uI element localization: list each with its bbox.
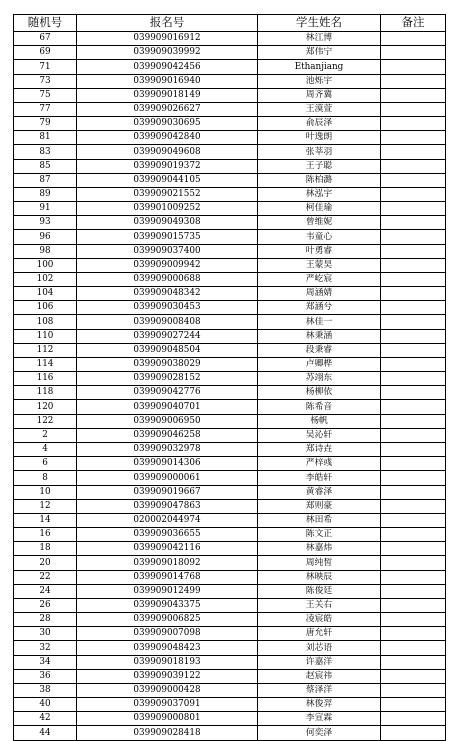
cell-remarks — [381, 499, 446, 513]
cell-remarks — [381, 528, 446, 542]
cell-remarks — [381, 329, 446, 343]
cell-student-name: 陈文正 — [258, 528, 381, 542]
table-row — [14, 528, 446, 542]
cell-remarks — [381, 598, 446, 612]
cell-random-number: 38 — [14, 683, 77, 697]
cell-student-name: 周纯皙 — [258, 556, 381, 570]
cell-remarks — [381, 400, 446, 414]
cell-remarks — [381, 131, 446, 145]
cell-registration-number: 039909039992 — [77, 46, 258, 60]
cell-remarks — [381, 117, 446, 131]
cell-remarks — [381, 32, 446, 46]
cell-registration-number: 039909040701 — [77, 400, 258, 414]
cell-random-number: 116 — [14, 372, 77, 386]
cell-student-name: 张莘羽 — [258, 145, 381, 159]
cell-random-number: 36 — [14, 669, 77, 683]
cell-student-name: 柯佳瑜 — [258, 202, 381, 216]
table-row — [14, 485, 446, 499]
cell-registration-number: 039909037400 — [77, 244, 258, 258]
cell-random-number: 28 — [14, 613, 77, 627]
cell-random-number: 102 — [14, 272, 77, 286]
table-row — [14, 598, 446, 612]
cell-remarks — [381, 712, 446, 726]
cell-registration-number: 039909000428 — [77, 683, 258, 697]
cell-remarks — [381, 46, 446, 60]
cell-remarks — [381, 655, 446, 669]
cell-student-name: 杨帆 — [258, 414, 381, 428]
cell-student-name: 蔡泽洋 — [258, 683, 381, 697]
cell-random-number: 2 — [14, 428, 77, 442]
cell-registration-number: 039909028152 — [77, 372, 258, 386]
cell-random-number: 6 — [14, 457, 77, 471]
cell-student-name: 池烁宇 — [258, 74, 381, 88]
cell-registration-number: 039909018149 — [77, 88, 258, 102]
cell-remarks — [381, 641, 446, 655]
table-row — [14, 244, 446, 258]
cell-remarks — [381, 187, 446, 201]
table-row — [14, 315, 446, 329]
cell-random-number: 32 — [14, 641, 77, 655]
cell-student-name: 郑涵兮 — [258, 301, 381, 315]
cell-registration-number: 039909006825 — [77, 613, 258, 627]
table-row — [14, 698, 446, 712]
cell-student-name: 段秉睿 — [258, 343, 381, 357]
cell-remarks — [381, 230, 446, 244]
header-registration-number: 报名号 — [77, 15, 258, 32]
cell-registration-number: 039909016940 — [77, 74, 258, 88]
table-row — [14, 499, 446, 513]
cell-random-number: 22 — [14, 570, 77, 584]
cell-student-name: 郑则豪 — [258, 499, 381, 513]
cell-student-name: 王关右 — [258, 598, 381, 612]
cell-remarks — [381, 357, 446, 371]
cell-registration-number: 039909042840 — [77, 131, 258, 145]
cell-remarks — [381, 287, 446, 301]
cell-registration-number: 039909043375 — [77, 598, 258, 612]
cell-registration-number: 039909008408 — [77, 315, 258, 329]
table-row — [14, 570, 446, 584]
cell-registration-number: 039909039122 — [77, 669, 258, 683]
cell-remarks — [381, 613, 446, 627]
cell-registration-number: 039909009942 — [77, 258, 258, 272]
cell-remarks — [381, 542, 446, 556]
cell-student-name: 曾维妮 — [258, 216, 381, 230]
cell-random-number: 98 — [14, 244, 77, 258]
cell-remarks — [381, 428, 446, 442]
cell-student-name: 叶勇睿 — [258, 244, 381, 258]
table-row — [14, 301, 446, 315]
table-row — [14, 712, 446, 726]
cell-registration-number: 039909042776 — [77, 386, 258, 400]
cell-remarks — [381, 556, 446, 570]
table-row — [14, 117, 446, 131]
table-row — [14, 32, 446, 46]
table-row — [14, 202, 446, 216]
cell-student-name: 严屹宸 — [258, 272, 381, 286]
table-row — [14, 471, 446, 485]
cell-random-number: 79 — [14, 117, 77, 131]
cell-random-number: 89 — [14, 187, 77, 201]
cell-random-number: 34 — [14, 655, 77, 669]
table-row — [14, 46, 446, 60]
cell-registration-number: 020002044974 — [77, 513, 258, 527]
cell-remarks — [381, 272, 446, 286]
cell-registration-number: 039909016912 — [77, 32, 258, 46]
cell-random-number: 106 — [14, 301, 77, 315]
header-random-number: 随机号 — [14, 15, 77, 32]
cell-registration-number: 039909019372 — [77, 159, 258, 173]
table-row — [14, 145, 446, 159]
cell-student-name: 苏翊东 — [258, 372, 381, 386]
cell-registration-number: 039909048504 — [77, 343, 258, 357]
cell-registration-number: 039909037091 — [77, 698, 258, 712]
cell-registration-number: 039909014768 — [77, 570, 258, 584]
cell-registration-number: 039909030695 — [77, 117, 258, 131]
table-row — [14, 726, 446, 740]
cell-random-number: 10 — [14, 485, 77, 499]
table-row — [14, 655, 446, 669]
cell-remarks — [381, 627, 446, 641]
cell-remarks — [381, 258, 446, 272]
cell-student-name: 王蒙昊 — [258, 258, 381, 272]
cell-student-name: 杨柳依 — [258, 386, 381, 400]
cell-random-number: 83 — [14, 145, 77, 159]
cell-student-name: 周涵婧 — [258, 287, 381, 301]
cell-registration-number: 039909019667 — [77, 485, 258, 499]
table-row — [14, 329, 446, 343]
cell-random-number: 93 — [14, 216, 77, 230]
cell-remarks — [381, 485, 446, 499]
table-row — [14, 102, 446, 116]
cell-remarks — [381, 683, 446, 697]
cell-registration-number: 039909000801 — [77, 712, 258, 726]
cell-student-name: 赵宸祎 — [258, 669, 381, 683]
cell-random-number: 114 — [14, 357, 77, 371]
table-row — [14, 584, 446, 598]
cell-random-number: 69 — [14, 46, 77, 60]
table-row — [14, 641, 446, 655]
cell-remarks — [381, 315, 446, 329]
cell-student-name: 陈俊廷 — [258, 584, 381, 598]
cell-remarks — [381, 513, 446, 527]
cell-student-name: 俞辰泽 — [258, 117, 381, 131]
cell-registration-number: 039909048342 — [77, 287, 258, 301]
cell-remarks — [381, 726, 446, 740]
cell-student-name: 李宣霖 — [258, 712, 381, 726]
cell-remarks — [381, 343, 446, 357]
cell-registration-number: 039901009252 — [77, 202, 258, 216]
cell-student-name: 黄睿泽 — [258, 485, 381, 499]
cell-student-name: 林嘉炜 — [258, 542, 381, 556]
cell-student-name: 林映辰 — [258, 570, 381, 584]
cell-student-name: 唐允轩 — [258, 627, 381, 641]
table-row — [14, 542, 446, 556]
cell-remarks — [381, 145, 446, 159]
cell-remarks — [381, 216, 446, 230]
cell-random-number: 77 — [14, 102, 77, 116]
table-row — [14, 131, 446, 145]
table-row — [14, 74, 446, 88]
cell-registration-number: 039909044105 — [77, 173, 258, 187]
cell-remarks — [381, 457, 446, 471]
cell-student-name: 严梓彧 — [258, 457, 381, 471]
table-row — [14, 173, 446, 187]
cell-random-number: 100 — [14, 258, 77, 272]
cell-registration-number: 039909036655 — [77, 528, 258, 542]
cell-student-name: 林江博 — [258, 32, 381, 46]
cell-registration-number: 039909026627 — [77, 102, 258, 116]
cell-random-number: 112 — [14, 343, 77, 357]
cell-random-number: 40 — [14, 698, 77, 712]
cell-registration-number: 039909000688 — [77, 272, 258, 286]
table-row — [14, 556, 446, 570]
table-row — [14, 60, 446, 74]
table-row — [14, 400, 446, 414]
cell-random-number: 96 — [14, 230, 77, 244]
cell-remarks — [381, 584, 446, 598]
cell-remarks — [381, 414, 446, 428]
cell-student-name: 林秉涵 — [258, 329, 381, 343]
table-row — [14, 159, 446, 173]
cell-registration-number: 039909015735 — [77, 230, 258, 244]
roster-body — [14, 32, 446, 741]
cell-student-name: 许嘉洋 — [258, 655, 381, 669]
cell-student-name: 郑伟宁 — [258, 46, 381, 60]
cell-student-name: 陈柏潞 — [258, 173, 381, 187]
cell-student-name: 林佳一 — [258, 315, 381, 329]
cell-random-number: 108 — [14, 315, 77, 329]
cell-remarks — [381, 386, 446, 400]
cell-random-number: 14 — [14, 513, 77, 527]
cell-remarks — [381, 102, 446, 116]
cell-student-name: 王子聪 — [258, 159, 381, 173]
cell-registration-number: 039909018092 — [77, 556, 258, 570]
table-row — [14, 88, 446, 102]
table-row — [14, 442, 446, 456]
cell-registration-number: 039909042116 — [77, 542, 258, 556]
cell-random-number: 42 — [14, 712, 77, 726]
cell-remarks — [381, 372, 446, 386]
cell-registration-number: 039909014306 — [77, 457, 258, 471]
cell-random-number: 44 — [14, 726, 77, 740]
student-roster-table — [13, 14, 446, 741]
cell-random-number: 71 — [14, 60, 77, 74]
cell-random-number: 81 — [14, 131, 77, 145]
header-row — [14, 15, 446, 32]
table-row — [14, 343, 446, 357]
cell-remarks — [381, 471, 446, 485]
cell-random-number: 20 — [14, 556, 77, 570]
cell-student-name: 韦童心 — [258, 230, 381, 244]
cell-registration-number: 039909028418 — [77, 726, 258, 740]
table-row — [14, 258, 446, 272]
cell-remarks — [381, 159, 446, 173]
cell-student-name: 林田希 — [258, 513, 381, 527]
cell-remarks — [381, 698, 446, 712]
cell-remarks — [381, 173, 446, 187]
table-row — [14, 414, 446, 428]
cell-student-name: 陈希音 — [258, 400, 381, 414]
cell-registration-number: 039909027244 — [77, 329, 258, 343]
table-row — [14, 457, 446, 471]
header-student-name: 学生姓名 — [258, 15, 381, 32]
cell-registration-number: 039909030453 — [77, 301, 258, 315]
cell-registration-number: 039909018193 — [77, 655, 258, 669]
cell-student-name: 吴沁轩 — [258, 428, 381, 442]
table-row — [14, 683, 446, 697]
cell-random-number: 12 — [14, 499, 77, 513]
cell-random-number: 16 — [14, 528, 77, 542]
cell-random-number: 91 — [14, 202, 77, 216]
cell-random-number: 8 — [14, 471, 77, 485]
cell-registration-number: 039909000061 — [77, 471, 258, 485]
cell-remarks — [381, 669, 446, 683]
table-row — [14, 357, 446, 371]
cell-registration-number: 039909021552 — [77, 187, 258, 201]
table-row — [14, 216, 446, 230]
cell-student-name: 王漠萱 — [258, 102, 381, 116]
cell-registration-number: 039909012499 — [77, 584, 258, 598]
cell-random-number: 75 — [14, 88, 77, 102]
cell-student-name: 李皓轩 — [258, 471, 381, 485]
cell-registration-number: 039909006950 — [77, 414, 258, 428]
cell-student-name: 郑诗垚 — [258, 442, 381, 456]
cell-registration-number: 039909049308 — [77, 216, 258, 230]
cell-student-name: 卢卿桦 — [258, 357, 381, 371]
cell-remarks — [381, 74, 446, 88]
table-row — [14, 372, 446, 386]
table-row — [14, 613, 446, 627]
cell-random-number: 73 — [14, 74, 77, 88]
table-row — [14, 627, 446, 641]
cell-random-number: 24 — [14, 584, 77, 598]
cell-registration-number: 039909038029 — [77, 357, 258, 371]
table-row — [14, 386, 446, 400]
cell-random-number: 87 — [14, 173, 77, 187]
cell-random-number: 30 — [14, 627, 77, 641]
roster-sheet — [13, 14, 445, 741]
cell-random-number: 120 — [14, 400, 77, 414]
cell-registration-number: 039909032978 — [77, 442, 258, 456]
cell-remarks — [381, 442, 446, 456]
cell-student-name: 周齐冀 — [258, 88, 381, 102]
cell-remarks — [381, 244, 446, 258]
cell-remarks — [381, 202, 446, 216]
cell-student-name: 林泓宇 — [258, 187, 381, 201]
cell-random-number: 4 — [14, 442, 77, 456]
cell-registration-number: 039909007098 — [77, 627, 258, 641]
table-row — [14, 230, 446, 244]
cell-random-number: 110 — [14, 329, 77, 343]
cell-remarks — [381, 301, 446, 315]
cell-student-name: 叶逸朗 — [258, 131, 381, 145]
cell-registration-number: 039909046258 — [77, 428, 258, 442]
table-row — [14, 272, 446, 286]
table-row — [14, 428, 446, 442]
cell-random-number: 67 — [14, 32, 77, 46]
cell-random-number: 104 — [14, 287, 77, 301]
table-row — [14, 669, 446, 683]
cell-student-name: 凌宸皓 — [258, 613, 381, 627]
cell-remarks — [381, 88, 446, 102]
cell-random-number: 26 — [14, 598, 77, 612]
table-row — [14, 287, 446, 301]
cell-random-number: 85 — [14, 159, 77, 173]
header-remarks: 备注 — [381, 15, 446, 32]
cell-remarks — [381, 60, 446, 74]
cell-random-number: 118 — [14, 386, 77, 400]
cell-registration-number: 039909049608 — [77, 145, 258, 159]
cell-remarks — [381, 570, 446, 584]
cell-student-name: 林俊羿 — [258, 698, 381, 712]
cell-random-number: 18 — [14, 542, 77, 556]
cell-student-name: Ethanjiang — [258, 60, 381, 74]
cell-registration-number: 039909042456 — [77, 60, 258, 74]
table-row — [14, 513, 446, 527]
cell-student-name: 刘芯语 — [258, 641, 381, 655]
cell-student-name: 何奕泽 — [258, 726, 381, 740]
cell-random-number: 122 — [14, 414, 77, 428]
table-row — [14, 187, 446, 201]
cell-registration-number: 039909048423 — [77, 641, 258, 655]
cell-registration-number: 039909047863 — [77, 499, 258, 513]
